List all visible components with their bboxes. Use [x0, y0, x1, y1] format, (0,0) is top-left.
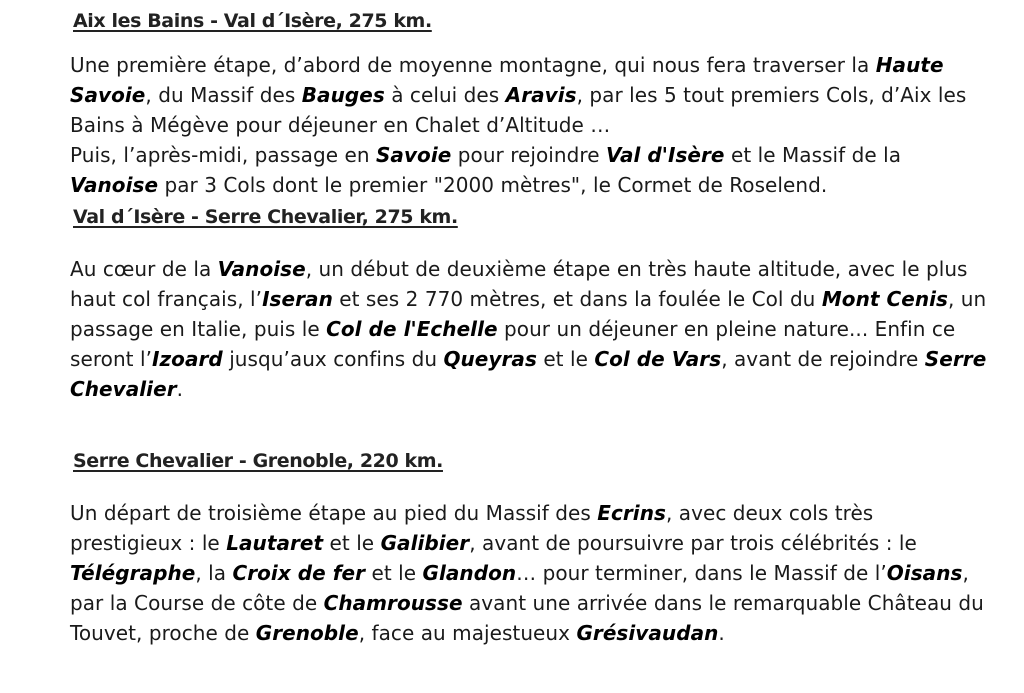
place-name: Grésivaudan — [576, 621, 719, 645]
text-run: . — [718, 621, 725, 645]
place-name: Col de Vars — [594, 347, 722, 371]
text-run: jusqu’aux confins du — [222, 347, 444, 371]
text-run: Puis, l’après-midi, passage en — [70, 143, 376, 167]
text-run: , face au majestueux — [358, 621, 577, 645]
stage-3-paragraph-1 — [70, 498, 990, 648]
place-name: Galibier — [380, 531, 470, 555]
stage-1 — [70, 10, 990, 200]
stage-2 — [70, 206, 990, 404]
text-run: , un passage en Italie, puis le — [70, 287, 987, 341]
text-run: Une première étape, d’abord de moyenne montagne, qui nous fera traverser la — [70, 53, 876, 77]
text-run: et le — [365, 561, 423, 585]
place-name: Bauges — [301, 83, 385, 107]
text-run: Au cœur de la — [70, 257, 218, 281]
place-name: Col de l'Echelle — [326, 317, 498, 341]
text-run: , avant de poursuivre par trois célébrités : le — [469, 531, 917, 555]
place-name: Iseran — [262, 287, 333, 311]
text-run: , du Massif des — [145, 83, 302, 107]
text-run: Un départ de troisième étape au pied du Massif des — [70, 501, 598, 525]
text-run: , par la Course de côte de — [70, 561, 969, 615]
text-run: … pour terminer, dans le Massif de l’ — [516, 561, 887, 585]
text-run: . — [176, 377, 184, 401]
place-name: Queyras — [443, 347, 537, 371]
text-run: et le — [536, 347, 595, 371]
place-name: Aravis — [505, 83, 577, 107]
text-run: et le Massif de la — [724, 143, 902, 167]
place-name: Vanoise — [217, 257, 306, 281]
stage-1-title: Aix les Bains - Val d´Isère, 275 km. — [73, 10, 432, 32]
stage-3 — [70, 450, 990, 648]
place-name: Lautaret — [226, 531, 324, 555]
place-name: Haute Savoie — [70, 53, 944, 107]
place-name: Val d'Isère — [605, 143, 725, 167]
place-name: Mont Cenis — [821, 287, 948, 311]
place-name: Oisans — [886, 561, 963, 585]
place-name: Vanoise — [70, 173, 159, 197]
stage-1-paragraph-2 — [70, 140, 990, 200]
place-name: Croix de fer — [232, 561, 366, 585]
stage-1-paragraph-1 — [70, 50, 990, 140]
place-name: Savoie — [375, 143, 452, 167]
place-name: Ecrins — [597, 501, 666, 525]
text-run: , un début de deuxième étape en très haute altitude, avec le plus haut col français, l’ — [70, 257, 968, 311]
text-run: avant une arrivée dans le remarquable Château du Touvet, proche de — [70, 591, 984, 645]
place-name: Chamrousse — [323, 591, 463, 615]
text-run: et le — [323, 531, 381, 555]
text-run: , par les 5 tout premiers Cols, d’Aix les Bains à Mégève pour déjeuner en Chalet d’Altitude … — [70, 83, 967, 137]
place-name: Télégraphe — [70, 561, 196, 585]
text-run: pour un déjeuner en pleine nature... Enfin ce seront l’ — [70, 317, 956, 371]
text-run: , la — [195, 561, 233, 585]
text-run: pour rejoindre — [451, 143, 606, 167]
stage-3-title: Serre Chevalier - Grenoble, 220 km. — [73, 450, 443, 472]
text-run: à celui des — [384, 83, 506, 107]
stage-2-paragraph-1 — [70, 254, 990, 404]
stage-2-title: Val d´Isère - Serre Chevalier, 275 km. — [73, 206, 458, 228]
place-name: Glandon — [422, 561, 517, 585]
text-run: et ses 2 770 mètres, et dans la foulée le Col du — [332, 287, 822, 311]
text-run: , avant de rejoindre — [721, 347, 925, 371]
place-name: Grenoble — [255, 621, 359, 645]
text-run: par 3 Cols dont le premier "2000 mètres", le Cormet de Roselend. — [158, 173, 828, 197]
text-run: , avec deux cols très prestigieux : le — [70, 501, 874, 555]
place-name: Serre Chevalier — [70, 347, 987, 401]
place-name: Izoard — [151, 347, 223, 371]
